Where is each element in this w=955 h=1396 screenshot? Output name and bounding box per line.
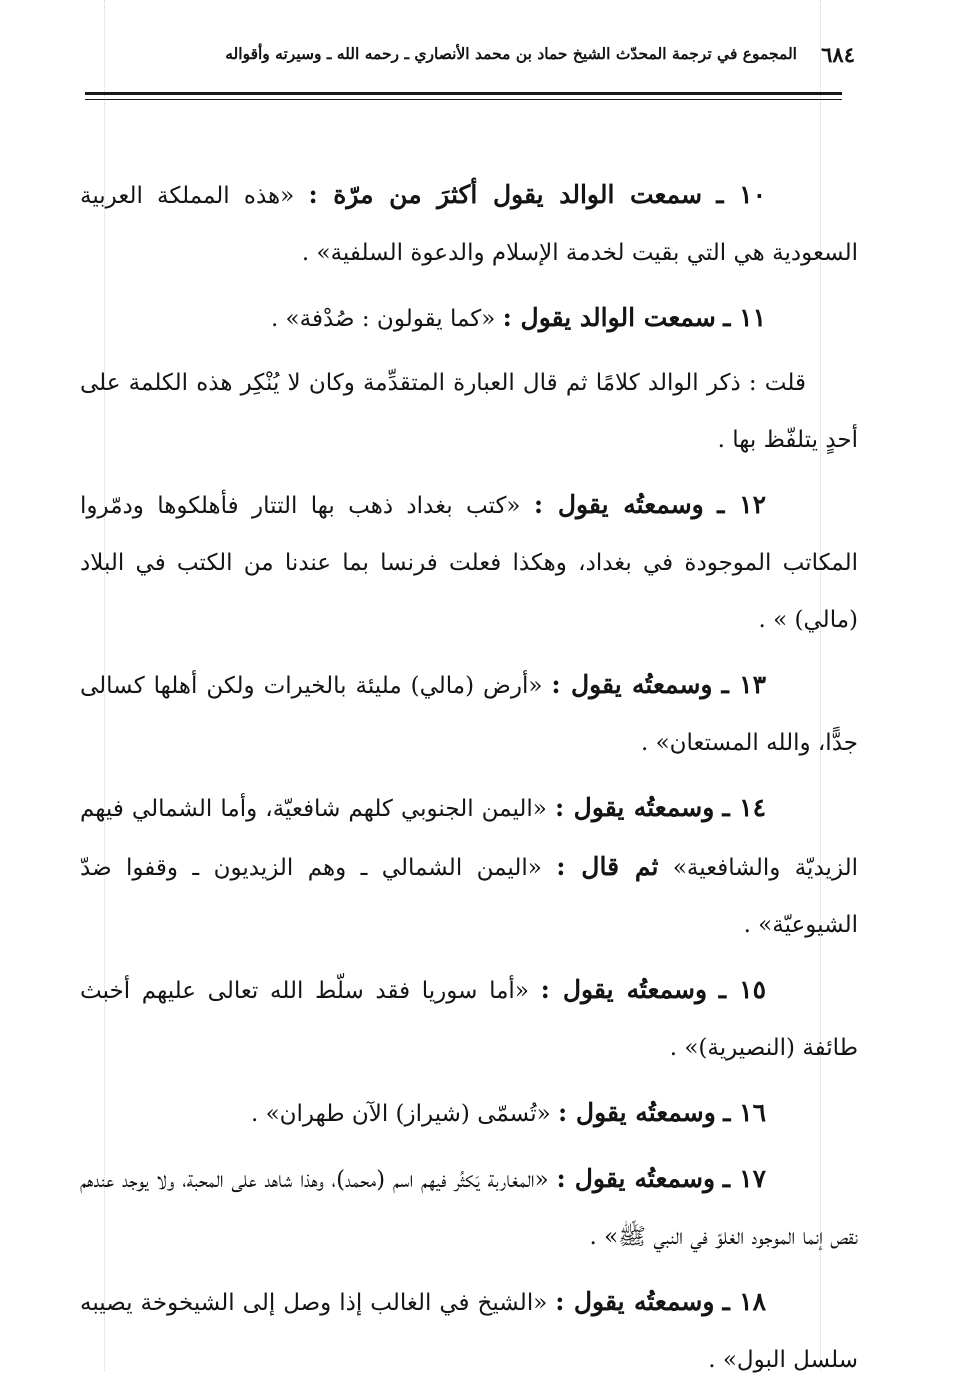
entry-number: ١٤ ـ bbox=[722, 793, 767, 822]
entry-lead: وسمعتُه يقول : bbox=[540, 975, 708, 1004]
entry-lead: سمعت الوالد يقول : bbox=[502, 303, 716, 332]
entry-lead: وسمعتُه يقول : bbox=[551, 670, 713, 699]
entry-quote-secondary: «اليمن الشمالي ـ وهم الزيديون ـ وقفوا ضدّ الشيوعيّة» . bbox=[80, 855, 858, 938]
editor-note bbox=[80, 355, 858, 469]
entry-number: ١٢ ـ bbox=[717, 490, 767, 519]
page-header bbox=[80, 38, 855, 74]
entry-quote: «كتب بغداد ذهب بها التتار فأهلكوها ودمّروا المكاتب الموجودة في بغداد، وهكذا فعلت فرنسا بما عندنا من الكتب في البلاد (مالي) » . bbox=[80, 493, 858, 633]
entry-16 bbox=[80, 1084, 858, 1143]
entry-11 bbox=[80, 289, 858, 348]
entry-number: ١٧ ـ bbox=[722, 1164, 766, 1193]
entry-quote: «المغاربة يَكثُر فيهم اسم (محمد)، وهذا شاهد على المحبة، ولا يوجد عندهم نقص إنما الموجود الغلوّ في النبي ﷺ» . bbox=[80, 1167, 858, 1250]
entry-12 bbox=[80, 476, 858, 649]
header-rule-thin bbox=[85, 99, 842, 100]
entry-quote: «أما سوريا فقد سلّط الله تعالى عليهم أخبث طائفة (النصيرية)» . bbox=[80, 978, 858, 1061]
entry-lead: وسمعتُه يقول : bbox=[557, 1098, 716, 1127]
entry-lead: وسمعتُه يقول : bbox=[555, 1287, 715, 1316]
entry-quote: «تُسمّى (شيراز) الآن طهران» . bbox=[250, 1101, 551, 1127]
entry-lead: وسمعتُه يقول : bbox=[554, 793, 715, 822]
entry-number: ١٦ ـ bbox=[723, 1098, 766, 1127]
running-title: المجموع في ترجمة المحدّث الشيخ حماد بن محمد الأنصاري ـ رحمه الله ـ وسيرته وأقواله bbox=[225, 44, 797, 63]
entry-lead: سمعت الوالد يقول أكثرَ من مرّة : bbox=[308, 180, 703, 209]
page-number: ٦٨٤ bbox=[821, 42, 855, 67]
entry-lead: وسمعتُه يقول : bbox=[533, 490, 704, 519]
entry-13 bbox=[80, 656, 858, 772]
entry-number: ١١ ـ bbox=[723, 303, 766, 332]
page-body bbox=[80, 166, 858, 1396]
entry-15 bbox=[80, 961, 858, 1077]
entry-number: ١٥ ـ bbox=[718, 975, 766, 1004]
entry-quote: «كما يقولون : صُدْفة» . bbox=[270, 306, 496, 332]
entry-number: ١٠ ـ bbox=[716, 180, 767, 209]
entry-17 bbox=[80, 1150, 858, 1266]
entry-lead-secondary: ثم قال : bbox=[556, 852, 659, 881]
entry-quote: «هذه المملكة العربية السعودية هي التي بقيت لخدمة الإسلام والدعوة السلفية» . bbox=[80, 183, 858, 266]
entry-number: ١٨ ـ bbox=[722, 1287, 767, 1316]
entry-quote: «الشيخ في الغالب إذا وصل إلى الشيخوخة يصيبه سلسل البول» . bbox=[80, 1290, 858, 1373]
entry-14 bbox=[80, 779, 858, 954]
entry-number: ١٣ ـ bbox=[721, 670, 767, 699]
entry-10 bbox=[80, 166, 858, 282]
entry-lead: وسمعتُه يقول : bbox=[556, 1164, 716, 1193]
entry-quote: «أرض (مالي) مليئة بالخيرات ولكن أهلها كسالى جدًّا، والله المستعان» . bbox=[80, 673, 858, 756]
header-rule bbox=[85, 92, 842, 95]
entry-quote: «اليمن الجنوبي كلهم شافعيّة، وأما الشمالي فيهم الزيديّة والشافعية» bbox=[80, 796, 859, 881]
note-text: قلت : ذكر الوالد كلامًا ثم قال العبارة المتقدِّمة وكان لا يُنْكِر هذه الكلمة على أحدٍ يتلفّظ بها . bbox=[80, 370, 858, 453]
